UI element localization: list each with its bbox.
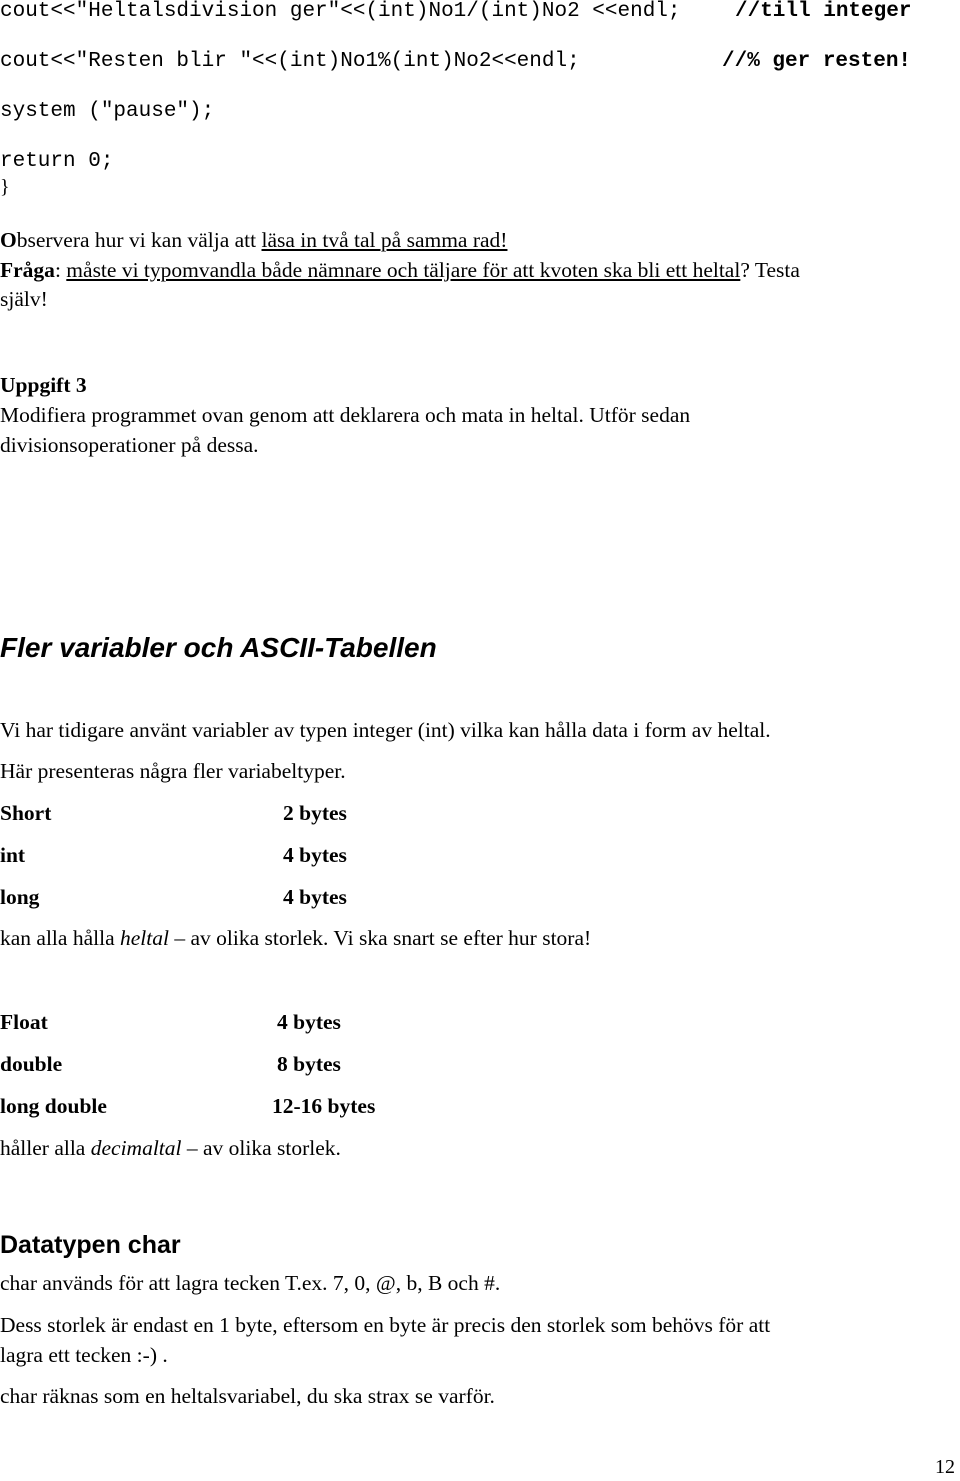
- float-type-size: 8 bytes: [277, 1052, 341, 1076]
- int-note-post: – av olika storlek. Vi ska snart se efter hur stora!: [168, 926, 592, 950]
- float-note-pre: håller alla: [0, 1136, 91, 1160]
- float-type-name: long double: [0, 1094, 107, 1118]
- float-type-size: 12-16 bytes: [272, 1094, 376, 1118]
- code-line-2: cout<<"Resten blir "<<(int)No1%(int)No2<<endl;: [0, 50, 580, 73]
- int-note-emphasis: heltal: [119, 926, 169, 950]
- char-paragraph-1: char används för att lagra tecken T.ex. 7, 0, @, b, B och #.: [0, 1271, 501, 1295]
- float-type-size: 4 bytes: [277, 1010, 341, 1034]
- question-end-line2: själv!: [0, 287, 48, 311]
- section-ascii-heading: Fler variabler och ASCII-Tabellen: [0, 632, 437, 663]
- code-line-4: return 0;: [0, 150, 114, 173]
- page-number: 12: [935, 1456, 955, 1478]
- float-note-emphasis: decimaltal: [90, 1136, 182, 1160]
- char-paragraph-2-line-2: lagra ett tecken :-) .: [0, 1343, 168, 1367]
- ascii-intro-line-2: Här presenteras några fler variabeltyper.: [0, 759, 346, 783]
- int-type-name: int: [0, 843, 26, 867]
- code-line-1: cout<<"Heltalsdivision ger"<<(int)No1/(int)No2 <<endl;: [0, 0, 681, 23]
- int-type-name: long: [0, 885, 40, 909]
- int-note: [0, 926, 591, 951]
- int-type-size: 4 bytes: [283, 843, 347, 867]
- float-type-name: Float: [0, 1010, 48, 1034]
- int-note-pre: kan alla hålla: [0, 926, 120, 950]
- section-char-heading: Datatypen char: [0, 1231, 181, 1259]
- float-type-name: double: [0, 1052, 63, 1076]
- observation-text: bservera hur vi kan välja att: [16, 228, 262, 252]
- question-label: Fråga: [0, 258, 55, 282]
- task3-line-2: divisionsoperationer på dessa.: [0, 433, 259, 457]
- int-type-size: 4 bytes: [283, 885, 347, 909]
- task3-heading: Uppgift 3: [0, 373, 87, 397]
- task3-line-1: Modifiera programmet ovan genom att deklarera och mata in heltal. Utför sedan: [0, 403, 691, 427]
- char-paragraph-2-line-1: Dess storlek är endast en 1 byte, eftersom en byte är precis den storlek som behövs för att: [0, 1313, 771, 1337]
- char-paragraph-3: char räknas som en heltalsvariabel, du ska strax se varför.: [0, 1384, 495, 1408]
- float-note-post: – av olika storlek.: [181, 1136, 341, 1160]
- code-line-3: system ("pause");: [0, 100, 215, 123]
- observation-paragraph: [0, 228, 507, 253]
- question-end: ? Testa: [740, 258, 800, 282]
- observation-initial: O: [0, 228, 17, 252]
- int-type-name: Short: [0, 801, 52, 825]
- question-link[interactable]: måste vi typomvandla både nämnare och täljare för att kvoten ska bli ett heltal: [66, 258, 741, 282]
- float-note: [0, 1136, 341, 1161]
- code-line-5: }: [0, 176, 10, 198]
- ascii-intro-line-1: Vi har tidigare använt variabler av typen integer (int) vilka kan hålla data i form av heltal.: [0, 718, 771, 742]
- code-comment-2: //% ger resten!: [722, 50, 912, 73]
- int-type-size: 2 bytes: [283, 801, 347, 825]
- code-comment-1: //till integer: [735, 0, 912, 23]
- question-colon: :: [54, 258, 67, 282]
- observation-link[interactable]: läsa in två tal på samma rad!: [261, 228, 508, 252]
- question-paragraph: [0, 258, 800, 283]
